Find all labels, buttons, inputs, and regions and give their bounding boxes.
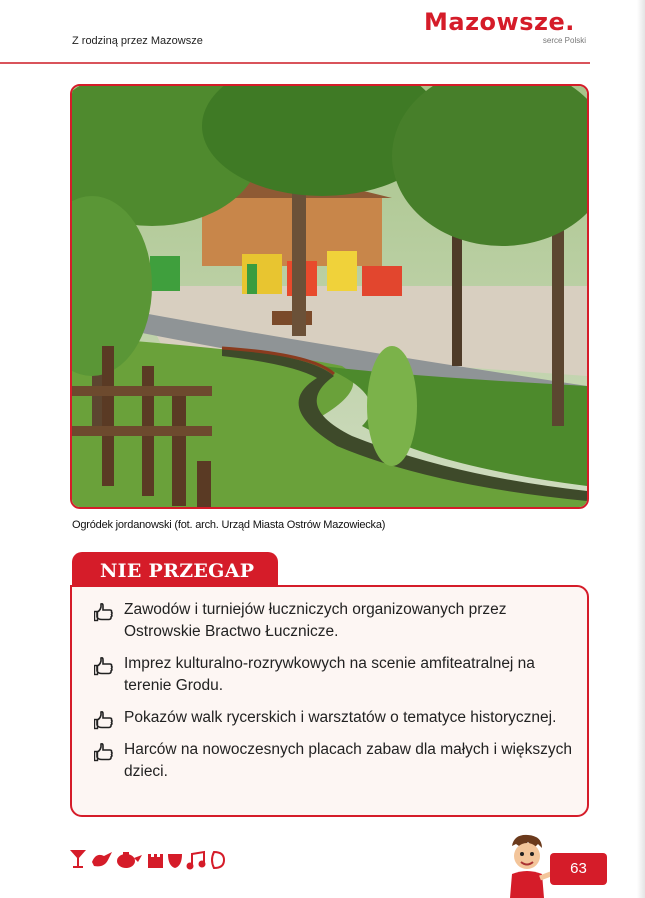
teapot-icon [117, 852, 142, 868]
list-item-text: Imprez kulturalno-rozrywkowych na scenie amfiteatralnej na terenie Grodu. [124, 655, 535, 694]
list-item [94, 653, 579, 697]
list-item-text: Pokazów walk rycerskich i warsztatów o tematyce historycznej. [124, 709, 557, 726]
cocktail-icon [70, 850, 86, 868]
music-note-icon [188, 852, 205, 869]
list-item-text: Harców na nowoczesnych placach zabaw dla małych i większych dzieci. [124, 741, 572, 780]
bird-icon [92, 852, 112, 866]
highlight-list [94, 599, 579, 793]
boy-mascot-icon [498, 832, 558, 898]
page-edge-shadow [637, 0, 645, 898]
thumbs-up-icon [94, 656, 114, 678]
photo-caption: Ogródek jordanowski (fot. arch. Urząd Miasta Ostrów Mazowiecka) [72, 519, 386, 531]
list-item-text: Zawodów i turniejów łuczniczych organizowanych przez Ostrowskie Bractwo Łucznicze. [124, 601, 507, 640]
mask-icon [168, 854, 182, 868]
header-title: Z rodziną przez Mazowsze [72, 35, 203, 47]
list-item [94, 739, 579, 783]
thumbs-up-icon [94, 710, 114, 732]
category-icons [68, 846, 268, 872]
list-item [94, 599, 579, 643]
park-photo [70, 84, 589, 509]
highlight-box [70, 585, 589, 817]
header-divider [0, 62, 590, 64]
castle-icon [148, 854, 163, 868]
thumbs-up-icon [94, 742, 114, 764]
highlight-title: NIE PRZEGAP [100, 560, 255, 582]
leaf-icon [212, 852, 224, 868]
page-number: 63 [550, 853, 607, 885]
highlight-tab [72, 552, 278, 588]
logo-wordmark: Mazowsze. [424, 8, 575, 36]
list-item [94, 707, 579, 729]
brand-logo [424, 8, 594, 50]
thumbs-up-icon [94, 602, 114, 624]
logo-subtitle: serce Polski [542, 36, 586, 45]
